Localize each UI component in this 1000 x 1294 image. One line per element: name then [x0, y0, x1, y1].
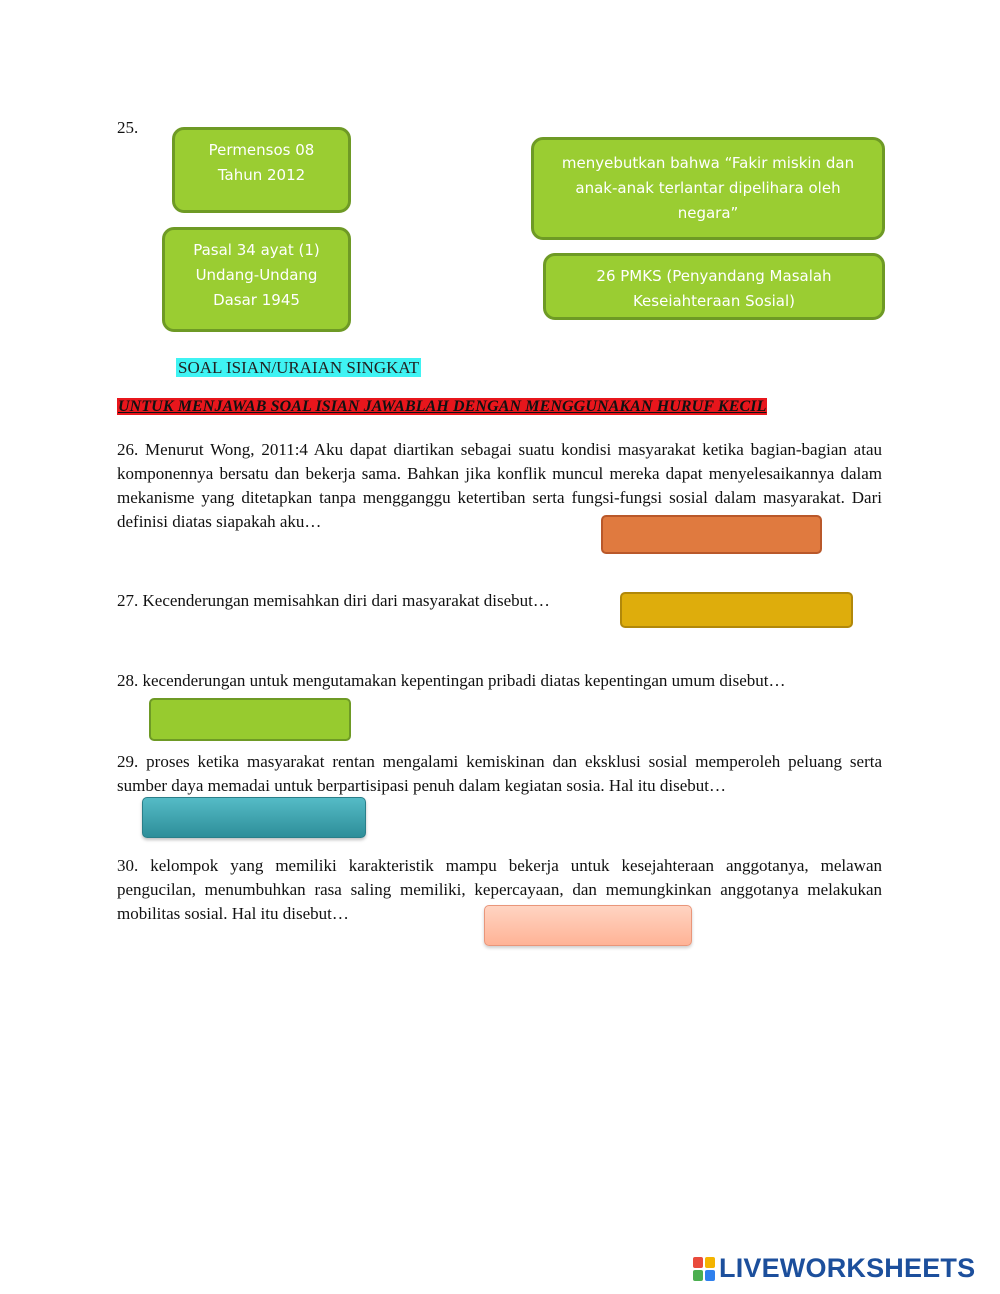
answer-field-27[interactable] — [620, 592, 853, 628]
match-box-permensos[interactable] — [172, 127, 351, 213]
question-30-text: 30. kelompok yang memiliki karakteristik mampu bekerja untuk kesejahteraan anggotanya, melawan pengucilan, menumbuhkan rasa saling memiliki, kepercayaan, dan memungkinkan anggotanya melakukan mobilitas sosial. Hal itu disebut… — [117, 856, 882, 923]
question-25-number: 25. — [117, 118, 139, 137]
match-box-fakir-miskin[interactable] — [531, 137, 885, 240]
box-line: Keseiahteraan Sosial) — [632, 292, 796, 310]
answer-field-28[interactable] — [149, 698, 351, 741]
answer-field-29[interactable] — [142, 797, 366, 838]
liveworksheets-logo — [693, 1253, 975, 1284]
box-line: Tahun 2012 — [217, 166, 306, 184]
box-line: negara” — [677, 204, 739, 222]
match-box-pmks[interactable] — [543, 253, 885, 320]
box-line: menyebutkan bahwa “Fakir miskin dan — [561, 154, 855, 172]
box-line: anak-anak terlantar dipelihara oleh — [575, 179, 841, 197]
match-box-pasal-34[interactable] — [162, 227, 351, 332]
section-title: SOAL ISIAN/URAIAN SINGKAT — [178, 358, 420, 377]
question-28-text: 28. kecenderungan untuk mengutamakan kepentingan pribadi diatas kepentingan umum disebut… — [117, 671, 786, 690]
box-line: Dasar 1945 — [213, 291, 300, 309]
box-line: 26 PMKS (Penyandang Masalah — [596, 267, 832, 285]
box-line: Undang-Undang — [195, 266, 318, 284]
answer-field-30[interactable] — [484, 905, 692, 946]
question-27-text: 27. Kecenderungan memisahkan diri dari masyarakat disebut… — [117, 591, 550, 610]
box-line: Permensos 08 — [208, 141, 315, 159]
question-29-text: 29. proses ketika masyarakat rentan mengalami kemiskinan dan eksklusi sosial memperoleh peluang serta sumber daya memadai untuk berpartisipasi penuh dalam kegiatan sosia. Hal itu disebut… — [117, 752, 882, 795]
logo-text: LIVEWORKSHEETS — [719, 1253, 976, 1283]
logo-mark-icon — [693, 1257, 715, 1281]
question-26-text: 26. Menurut Wong, 2011:4 Aku dapat diartikan sebagai suatu kondisi masyarakat ketika bagian-bagian atau komponennya bersatu dan bekerja sama. Bahkan jika konflik muncul mereka dapat menyelesaikannya dalam mekanisme yang ditetapkan tanpa mengganggu ketertiban serta fungsi-fungsi sosial dalam masyarakat. Dari definisi diatas siapakah aku… — [117, 440, 882, 531]
box-line: Pasal 34 ayat (1) — [193, 241, 320, 259]
section-instruction: UNTUK MENJAWAB SOAL ISIAN JAWABLAH DENGAN MENGGUNAKAN HURUF KECIL — [118, 398, 767, 415]
answer-field-26[interactable] — [601, 515, 822, 554]
